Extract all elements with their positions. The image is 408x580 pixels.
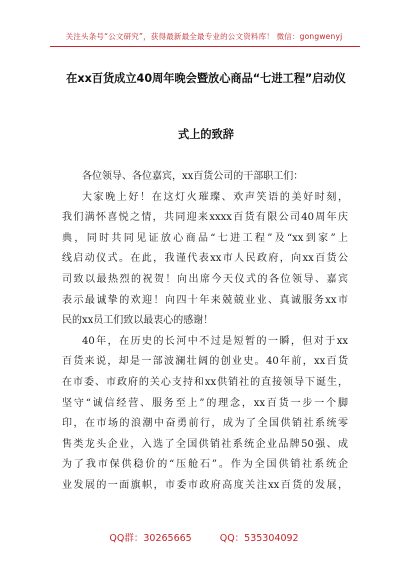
- body-line: 我们满怀喜悦之情，共同迎来xxxx百货有限公司40周年庆: [62, 212, 348, 224]
- document-title-line-2: 式上的致辞: [178, 128, 234, 141]
- body-line: 大家晚上好！在这灯火璀璨、欢声笑语的美好时刻，: [82, 191, 348, 203]
- body-line: 为了我市保供稳价的“压舱石”。作为全国供销社系统企: [62, 459, 348, 471]
- salutation-line: 各位领导、各位嘉宾，xx百货公司的干部职工们：: [82, 171, 304, 182]
- body-line: 40年，在历史的长河中不过是短暂的一瞬，但对于xx: [82, 335, 348, 347]
- body-line: 坚守“诚信经营、服务至上”的理念，xx百货一步一个脚: [62, 397, 348, 409]
- body-line: 民的xx员工们致以最衷心的感谢！: [62, 315, 214, 327]
- body-line: 印，在市场的浪潮中奋勇前行，成为了全国供销社系统零: [62, 418, 348, 430]
- footer-qq-number: QQ：535304092: [219, 533, 299, 544]
- body-line: 司致以最热烈的祝贺！向出席今天仪式的各位领导、嘉宾: [62, 273, 348, 285]
- body-line: 典，同时共同见证放心商品“七进工程”及“xx到家”上: [62, 232, 348, 244]
- page-header-notice: 关注头条号“公文研究”，获得最新最全最专业的公文资料库！ 微信：gongwenyj: [65, 32, 343, 41]
- footer-qq-group: QQ群：30265665: [109, 533, 192, 544]
- page-footer-contact: [0, 530, 408, 544]
- document-title-line-1: 在xx百货成立40周年晚会暨放心商品“七进工程”启动仪: [66, 72, 346, 85]
- document-body: [62, 167, 348, 497]
- body-line: 百货来说，却是一部波澜壮阔的创业史。40年前，xx百货: [62, 356, 348, 368]
- body-line: 业发展的一面旗帜，市委市政府高度关注xx百货的发展，: [62, 479, 348, 491]
- body-line: 线启动仪式。在此，我谨代表xx市人民政府，向xx百货公: [62, 253, 348, 265]
- body-line: 表示最诚挚的欢迎！向四十年来兢兢业业、真诚服务xx市: [62, 294, 348, 306]
- body-line: 在市委、市政府的关心支持和xx供销社的直接领导下诞生，: [62, 376, 348, 388]
- header-divider: [50, 46, 360, 47]
- body-line: 售类龙头企业，入选了全国供销社系统企业品牌50强、成: [62, 438, 348, 450]
